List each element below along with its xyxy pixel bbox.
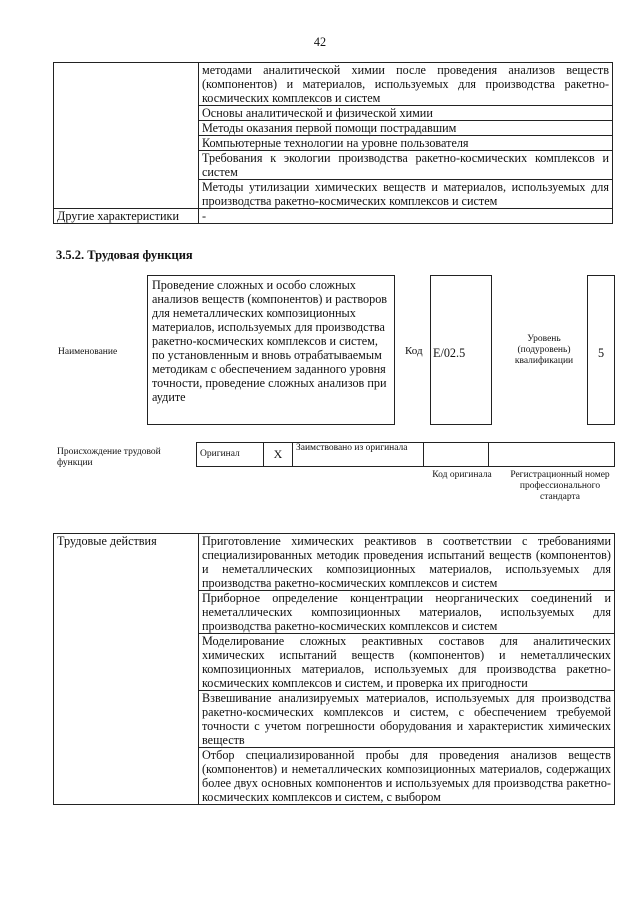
table-label-cell [54, 63, 199, 106]
function-name: Проведение сложных и особо сложных анализов веществ (компонентов) и растворов для неметаллических композиционных материалов, используемых для производства ракетно-космических комплексов и систем, по установленным и вновь отрабатываемым методикам с обеспечением заданного уровня точности, проведение сложных анализов при аудите [147, 275, 395, 425]
reg-number-cell [489, 443, 615, 467]
actions-table [53, 533, 615, 805]
table-label-cell: Другие характеристики [54, 209, 199, 224]
code-label: Код [405, 345, 423, 357]
actions-label: Трудовые действия [54, 534, 199, 591]
level-value: 5 [587, 275, 615, 425]
requirements-table [53, 62, 613, 224]
code-caption: Код оригинала [432, 470, 492, 480]
level-label: Уровень (подуровень) квалификации [514, 334, 574, 366]
action-item: Отбор специализированной пробы для проведения анализов веществ (компонентов) и неметаллических композиционных материалов, содержащих более двух основных компонентов и используемых для производства ракетно-космических комплексов и систем, с выбором [199, 748, 615, 805]
table-value-cell: Методы утилизации химических веществ и материалов, используемых для производства ракетно-космических комплексов и систем [199, 180, 613, 209]
action-item: Приготовление химических реактивов в соответствии с требованиями специализированных методик проведения испытаний веществ (компонентов) и неметаллических композиционных материалов, используемых для производства ракетно-космических комплексов и систем [199, 534, 615, 591]
table-value-cell: - [199, 209, 613, 224]
origin-label: Происхождение трудовой функции [57, 447, 161, 468]
origin-table [196, 442, 615, 467]
page-number: 42 [313, 35, 327, 49]
reg-caption: Регистрационный номер профессионального стандарта [510, 470, 610, 502]
code-original-cell [424, 443, 489, 467]
action-item: Взвешивание анализируемых материалов, используемых для производства ракетно-космических комплексов и систем, с обеспечением требуемой точности с учетом погрешности оборудования и характеристик химических веществ [199, 691, 615, 748]
table-value-cell: Компьютерные технологии на уровне пользователя [199, 136, 613, 151]
table-value-cell: Методы оказания первой помощи пострадавшим [199, 121, 613, 136]
table-value-cell: Основы аналитической и физической химии [199, 106, 613, 121]
original-label: Оригинал [197, 443, 264, 467]
section-heading: 3.5.2. Трудовая функция [56, 248, 193, 262]
name-label: Наименование [58, 347, 118, 357]
code-value: E/02.5 [430, 275, 492, 425]
action-item: Моделирование сложных реактивных составов для аналитических химических испытаний веществ (компонентов) и неметаллических композиционных материалов, используемых для производства ракетно-космических комплексов и систем, и проверка их пригодности [199, 634, 615, 691]
original-mark: X [264, 443, 293, 467]
table-value-cell: Требования к экологии производства ракетно-космических комплексов и систем [199, 151, 613, 180]
table-value-cell: методами аналитической химии после проведения анализов веществ (компонентов) и материалов, используемых для производства ракетно-космических комплексов и систем [199, 63, 613, 106]
borrowed-label: Заимствовано из оригинала [293, 443, 424, 467]
action-item: Приборное определение концентрации неорганических соединений и неметаллических композиционных материалов, используемых для производства ракетно-космических комплексов и систем [199, 591, 615, 634]
